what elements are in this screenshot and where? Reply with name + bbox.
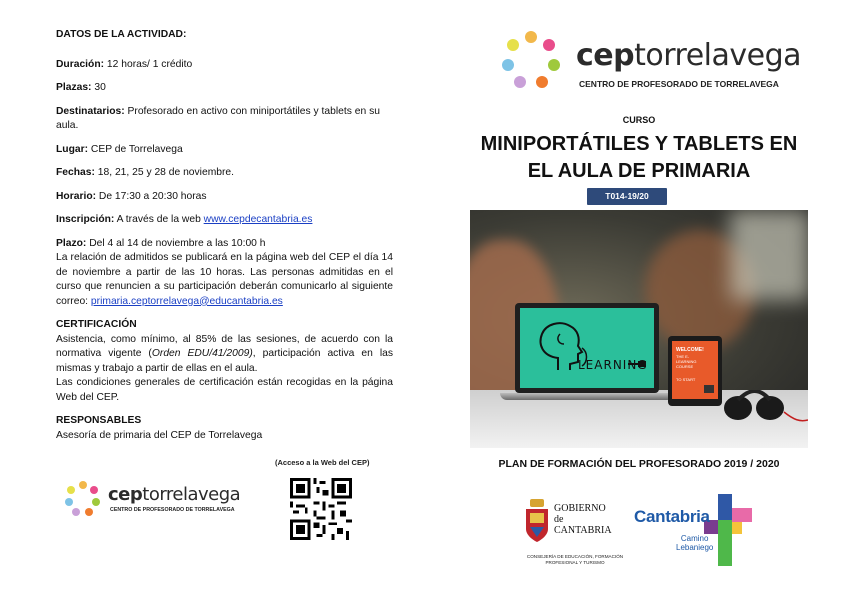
audience-value: Profesorado en activo con miniportátiles y tablets en su aula. bbox=[56, 105, 380, 131]
gobierno-logo bbox=[524, 499, 634, 569]
email-link[interactable]: primaria.ceptorrelavega@educantabria.es bbox=[90, 295, 283, 307]
qr-caption: (Acceso a la Web del CEP) bbox=[275, 458, 370, 467]
place-line bbox=[56, 143, 393, 158]
brand-name-small bbox=[108, 484, 240, 505]
cantabria-logo bbox=[634, 494, 764, 570]
brand-name-large bbox=[576, 38, 801, 73]
tablet-text-welcome: WELCOME! bbox=[676, 347, 704, 353]
section-heading-responsible: RESPONSABLES bbox=[56, 415, 142, 426]
registration-value: A través de la web bbox=[114, 214, 204, 225]
gobierno-department: CONSEJERÍA DE EDUCACIÓN, FORMACIÓN PROFESIONAL Y TURISMO bbox=[526, 554, 624, 565]
cert-regulation: Orden EDU/41/2009) bbox=[151, 348, 253, 359]
places-label: Plazas: bbox=[56, 82, 92, 93]
cert-text-2: , participación activa en las mismas y trabajo a partir de ellas en el aula. bbox=[56, 348, 393, 374]
audience-line bbox=[56, 105, 393, 134]
gobierno-line-2: de bbox=[554, 514, 564, 525]
brand-cep-small: cep bbox=[108, 484, 143, 505]
cross-icon bbox=[704, 494, 752, 566]
deadline-label: Plazo: bbox=[56, 237, 87, 249]
cep-logo-large bbox=[500, 30, 802, 94]
brand-cep-large: cep bbox=[576, 38, 635, 73]
tablet-play-icon bbox=[704, 385, 714, 393]
duration-value: 12 horas/ 1 crédito bbox=[104, 58, 193, 70]
brand-town-large: torrelavega bbox=[634, 38, 802, 73]
brand-subtitle-large: CENTRO DE PROFESORADO DE TORRELAVEGA bbox=[579, 79, 779, 89]
duration-line bbox=[56, 58, 393, 73]
petals-icon-large bbox=[500, 30, 562, 92]
places-value: 30 bbox=[91, 82, 106, 93]
duration-label: Duración: bbox=[56, 58, 105, 70]
head-learning-icon bbox=[520, 308, 654, 388]
course-kicker: CURSO bbox=[622, 115, 656, 125]
course-title-line-2: EL AULA DE PRIMARIA bbox=[527, 160, 751, 182]
camino-line-1: Camino bbox=[680, 534, 709, 543]
laptop-screen bbox=[515, 303, 659, 393]
cert-text-3: Las condiciones generales de certificación están recogidas en la página Web del CEP. bbox=[56, 377, 393, 403]
brand-subtitle-small: CENTRO DE PROFESORADO DE TORRELAVEGA bbox=[110, 507, 235, 513]
dates-label: Fechas: bbox=[56, 167, 95, 178]
deadline-value: Del 4 al 14 de noviembre a las 10:00 h bbox=[86, 237, 266, 249]
qr-code[interactable] bbox=[290, 478, 352, 540]
cert-text-1: Asistencia, como mínimo, al 85% de las sesiones, de acuerdo con la normativa vigente ( bbox=[56, 333, 393, 359]
camino-line-2: Lebaniego bbox=[676, 543, 714, 552]
registration-label: Inscripción: bbox=[56, 214, 115, 225]
camino-wordmark bbox=[676, 534, 713, 552]
laptop-base bbox=[500, 393, 674, 400]
coat-of-arms-icon bbox=[524, 499, 550, 543]
tablet-text-start: TO START bbox=[676, 377, 696, 382]
website-link[interactable]: www.cepdecantabria.es bbox=[203, 214, 313, 225]
section-heading-activity: DATOS DE LA ACTIVIDAD: bbox=[56, 29, 187, 40]
course-title bbox=[460, 131, 818, 185]
tablet-text-course: THE E-LEARNING COURSE bbox=[676, 354, 697, 369]
course-title-line-1: MINIPORTÁTILES Y TABLETS EN bbox=[480, 133, 798, 155]
deadline-line bbox=[56, 237, 393, 252]
schedule-line bbox=[56, 190, 393, 205]
responsible-text: Asesoría de primaria del CEP de Torrelavega bbox=[56, 429, 263, 441]
deadline-text bbox=[56, 251, 393, 309]
places-line bbox=[56, 81, 393, 96]
gobierno-line-3: CANTABRIA bbox=[554, 525, 612, 536]
course-photo bbox=[470, 210, 808, 448]
photo-window-glow bbox=[730, 210, 808, 300]
place-label: Lugar: bbox=[56, 143, 89, 155]
dates-line bbox=[56, 166, 393, 181]
section-heading-certification: CERTIFICACIÓN bbox=[56, 319, 137, 330]
certification-text bbox=[56, 333, 393, 377]
brand-town-small: torrelavega bbox=[142, 484, 241, 505]
gobierno-name bbox=[554, 503, 612, 536]
training-plan: PLAN DE FORMACIÓN DEL PROFESORADO 2019 / 2020 bbox=[498, 458, 780, 470]
laptop-display bbox=[520, 308, 654, 388]
registration-line bbox=[56, 213, 393, 228]
dates-value: 18, 21, 25 y 28 de noviembre. bbox=[94, 167, 235, 178]
audience-label: Destinatarios: bbox=[56, 105, 125, 117]
schedule-value: De 17:30 a 20:30 horas bbox=[96, 190, 207, 202]
place-value: CEP de Torrelavega bbox=[88, 143, 183, 155]
petals-icon bbox=[64, 480, 102, 518]
course-code-badge: T014-19/20 bbox=[587, 188, 667, 205]
activity-details bbox=[56, 28, 393, 443]
laptop-screen-text: LEARNING bbox=[578, 358, 648, 372]
schedule-label: Horario: bbox=[56, 190, 97, 202]
headphones-icon bbox=[720, 390, 808, 430]
cep-logo-small bbox=[64, 480, 241, 520]
cantabria-wordmark: Cantabria bbox=[634, 507, 710, 526]
gobierno-line-1: GOBIERNO bbox=[554, 503, 606, 514]
deadline-paragraph: La relación de admitidos se publicará en la página web del CEP el día 14 de noviembre a partir de las 10 horas. Las personas admitidas en el curso que renuncien a su participación deberán comunicarlo al siguiente correo: bbox=[56, 252, 393, 307]
tablet bbox=[668, 336, 722, 406]
tablet-screen bbox=[672, 341, 718, 399]
